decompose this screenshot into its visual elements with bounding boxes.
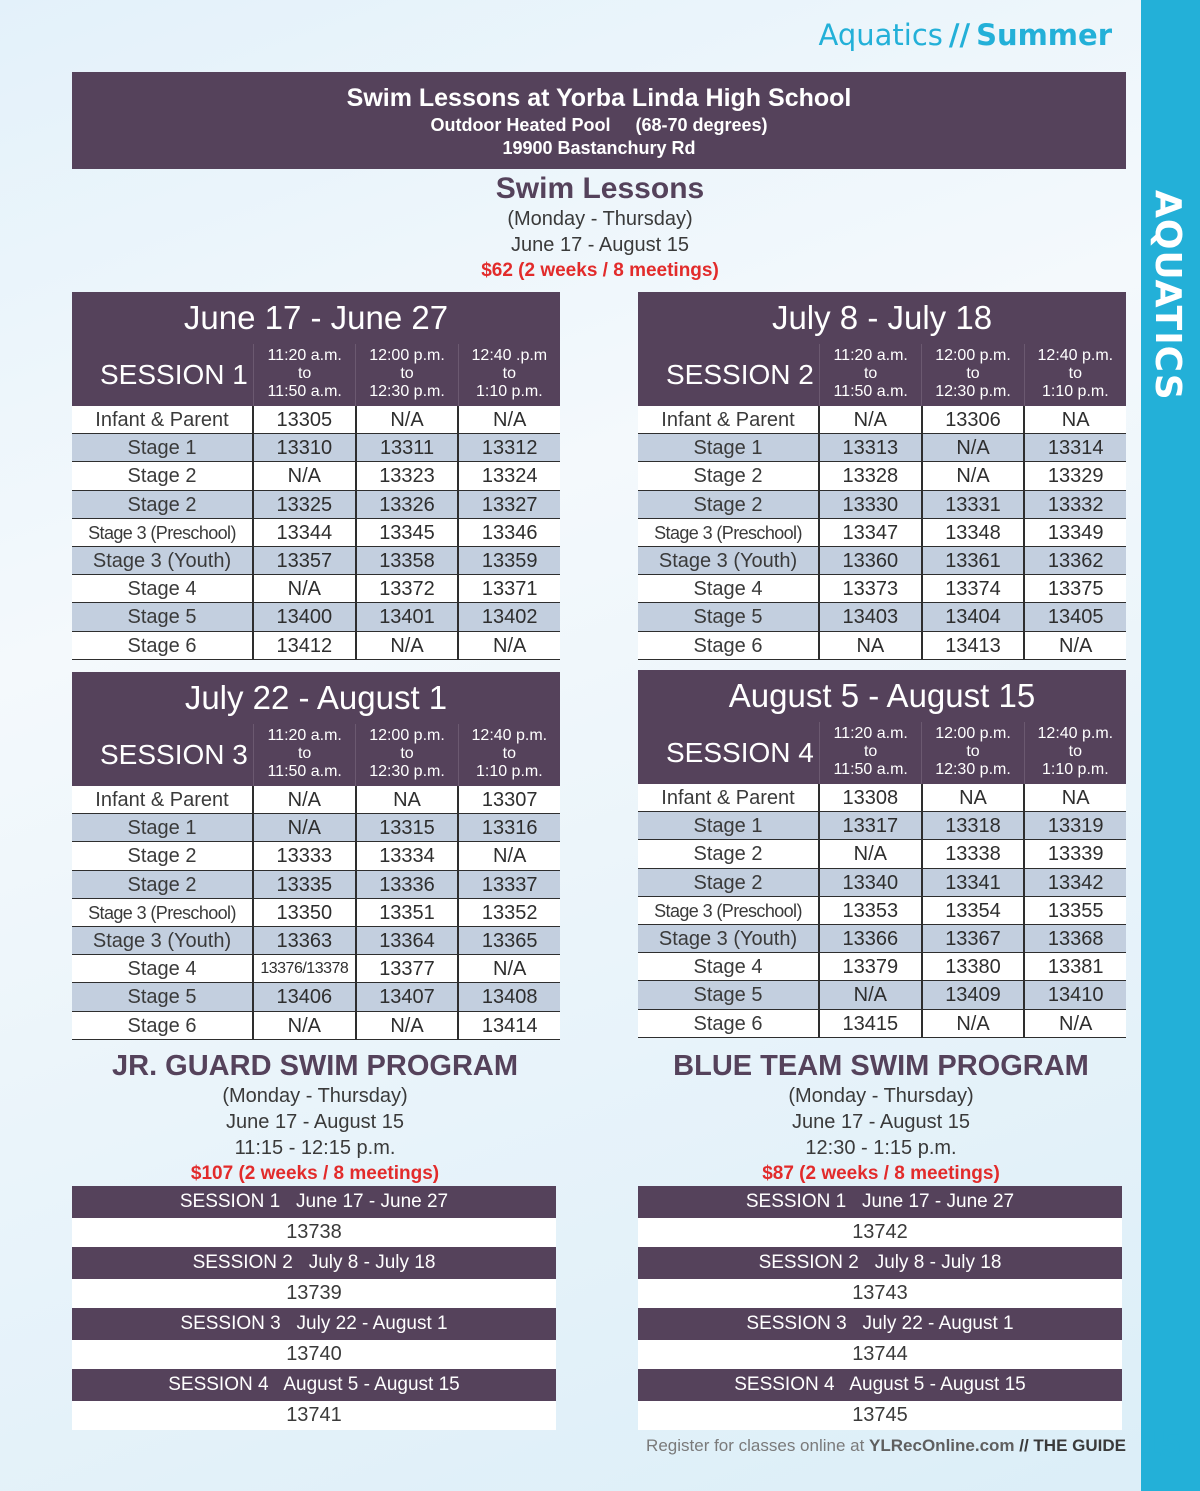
stage-label: Stage 3 (Youth): [72, 547, 254, 574]
course-code-cell: 13351: [357, 899, 460, 926]
time-slot-line: to: [297, 745, 312, 762]
course-code-cell: N/A: [820, 406, 923, 433]
footer-text: Register for classes online at: [646, 1436, 870, 1455]
course-code-cell: N/A: [1059, 1012, 1093, 1035]
time-slot-header: [1025, 722, 1126, 784]
time-slot-line: 12:40 p.m.: [1037, 347, 1114, 364]
time-slot-line: 12:30 p.m.: [369, 383, 445, 400]
swim-lessons-price: $62 (2 weeks / 8 meetings): [481, 260, 719, 281]
course-code-cell: 13365: [481, 929, 538, 952]
jr-guard-days: (Monday - Thursday): [222, 1085, 408, 1107]
course-code-cell: NA: [923, 784, 1026, 811]
course-code-cell: N/A: [923, 434, 1026, 461]
course-code-cell: 13308: [820, 784, 923, 811]
program-session-code: 13740: [72, 1340, 556, 1369]
course-code-cell: 13374: [923, 575, 1026, 602]
program-session-label: SESSION 3 July 22 - August 1: [638, 1308, 1122, 1340]
course-code-cell: N/A: [254, 575, 357, 602]
course-code-cell: 13312: [481, 437, 538, 460]
time-slot-line: 11:20 a.m.: [267, 347, 342, 364]
schedule-row: [72, 814, 560, 842]
course-code-cell: 13359: [481, 549, 538, 572]
schedule-row: [638, 1010, 1126, 1038]
schedule-row: [638, 869, 1126, 897]
schedule-row: [72, 899, 560, 927]
course-code-cell: 13371: [481, 578, 538, 601]
time-slot-line: 12:00 p.m.: [935, 347, 1011, 364]
course-code-cell: NA: [357, 786, 460, 813]
stage-label: Stage 4: [72, 575, 254, 602]
schedule-row: [72, 519, 560, 547]
course-code-cell: NA: [1061, 409, 1090, 431]
course-code-cell: 13346: [481, 521, 538, 544]
stage-label: Stage 2: [638, 869, 820, 896]
blue-team-heading: BLUE TEAM SWIM PROGRAM: [673, 1050, 1089, 1082]
blue-team-time: 12:30 - 1:15 p.m.: [805, 1137, 957, 1159]
course-code-cell: 13362: [1047, 549, 1104, 572]
course-code-cell: N/A: [254, 786, 357, 813]
session-name: SESSION 1: [72, 344, 254, 406]
course-code-cell: 13350: [254, 899, 357, 926]
stage-label: Stage 6: [72, 632, 254, 659]
course-code-cell: 13326: [357, 491, 460, 518]
schedule-row: [638, 547, 1126, 575]
footer: [646, 1436, 1126, 1456]
course-code-cell: 13316: [481, 817, 538, 840]
schedule-row: [638, 897, 1126, 925]
session-3-schedule: [72, 672, 560, 1040]
course-code-cell: 13412: [254, 632, 357, 659]
schedule-row: [72, 603, 560, 631]
course-code-cell: 13315: [357, 814, 460, 841]
section-name: Aquatics: [818, 18, 943, 52]
course-code-cell: 13331: [923, 491, 1026, 518]
course-code-cell: 13310: [254, 434, 357, 461]
stage-label: Stage 5: [72, 603, 254, 630]
program-session-label: SESSION 2 July 8 - July 18: [638, 1247, 1122, 1279]
course-code-cell: 13403: [820, 603, 923, 630]
time-slot-header: [254, 724, 356, 786]
stage-label: Stage 3 (Preschool): [72, 519, 254, 546]
jr-guard-session-list: [72, 1186, 556, 1430]
program-session-code: 13739: [72, 1279, 556, 1308]
program-session-label: SESSION 4 August 5 - August 15: [638, 1369, 1122, 1401]
stage-label: Stage 3 (Youth): [638, 925, 820, 952]
time-slot-header: [820, 722, 922, 784]
stage-label: Stage 3 (Youth): [72, 927, 254, 954]
session-header-row: [72, 344, 560, 406]
time-slot-line: to: [966, 365, 980, 382]
schedule-row: [638, 575, 1126, 603]
schedule-row: [72, 983, 560, 1011]
time-slot-line: to: [502, 365, 516, 382]
time-slot-line: 12:30 p.m.: [935, 761, 1011, 778]
stage-label: Stage 2: [638, 491, 820, 518]
course-code-cell: 13373: [820, 575, 923, 602]
blue-team-dates: June 17 - August 15: [792, 1111, 970, 1133]
session-dates-title: July 8 - July 18: [638, 292, 1126, 344]
time-slot-header: [922, 344, 1024, 406]
session-name: SESSION 3: [72, 724, 254, 786]
course-code-cell: N/A: [357, 632, 460, 659]
stage-label: Stage 2: [72, 842, 254, 869]
course-code-cell: 13372: [357, 575, 460, 602]
time-slot-line: to: [966, 743, 980, 760]
schedule-row: [638, 925, 1126, 953]
stage-label: Stage 2: [638, 462, 820, 489]
stage-label: Infant & Parent: [72, 406, 254, 433]
course-code-cell: N/A: [493, 958, 527, 981]
stage-label: Stage 3 (Preschool): [638, 897, 820, 924]
time-slot-line: 1:10 p.m.: [1041, 383, 1109, 400]
schedule-row: [638, 812, 1126, 840]
course-code-cell: 13332: [1047, 493, 1104, 516]
time-slot-line: to: [400, 365, 414, 382]
stage-label: Stage 3 (Preschool): [638, 519, 820, 546]
course-code-cell: 13354: [923, 897, 1026, 924]
course-code-cell: 13336: [357, 871, 460, 898]
stage-label: Stage 4: [638, 953, 820, 980]
time-slot-line: to: [1068, 743, 1082, 760]
time-slot-line: to: [1068, 365, 1082, 382]
time-slot-line: 11:20 a.m.: [267, 727, 342, 744]
course-code-cell: 13328: [820, 462, 923, 489]
schedule-row: [638, 632, 1126, 660]
season-name: Summer: [976, 18, 1112, 52]
schedule-row: [72, 1012, 560, 1040]
time-slot-line: to: [297, 365, 312, 382]
time-slot-line: to: [863, 365, 878, 382]
course-code-cell: 13313: [820, 434, 923, 461]
session-header-row: [638, 344, 1126, 406]
course-code-cell: N/A: [254, 814, 357, 841]
program-session-code: 13738: [72, 1218, 556, 1247]
time-slot-line: 12:40 p.m.: [1037, 725, 1114, 742]
course-code-cell: 13357: [254, 547, 357, 574]
course-code-cell: 13406: [254, 983, 357, 1010]
course-code-cell: 13306: [923, 406, 1026, 433]
course-code-cell: 13324: [481, 465, 538, 488]
time-slot-line: 12:40 .p.m: [471, 347, 548, 364]
time-slot-line: 1:10 p.m.: [475, 763, 543, 780]
time-slot-line: to: [863, 743, 878, 760]
time-slot-header: [1025, 344, 1126, 406]
stage-label: Stage 6: [638, 632, 820, 659]
stage-label: Stage 1: [638, 434, 820, 461]
course-code-cell: 13363: [254, 927, 357, 954]
banner-address: 19900 Bastanchury Rd: [502, 138, 696, 158]
stage-label: Stage 2: [72, 462, 254, 489]
course-code-cell: 13318: [923, 812, 1026, 839]
swim-lessons-intro: [400, 172, 800, 284]
time-slot-line: 12:00 p.m.: [369, 727, 445, 744]
jr-guard-intro: [72, 1050, 558, 1187]
jr-guard-dates: June 17 - August 15: [226, 1111, 404, 1133]
section-separator: //: [948, 18, 971, 52]
session-dates-title: July 22 - August 1: [72, 672, 560, 724]
course-code-cell: 13361: [923, 547, 1026, 574]
session-dates-title: August 5 - August 15: [638, 670, 1126, 722]
course-code-cell: 13355: [1047, 899, 1104, 922]
schedule-row: [638, 519, 1126, 547]
schedule-row: [638, 953, 1126, 981]
course-code-cell: 13341: [923, 869, 1026, 896]
session-4-schedule: [638, 670, 1126, 1038]
course-code-cell: 13317: [820, 812, 923, 839]
course-code-cell: N/A: [254, 1012, 357, 1039]
course-code-cell: N/A: [1059, 634, 1093, 657]
course-code-cell: 13340: [820, 869, 923, 896]
location-banner: [72, 72, 1126, 169]
time-slot-line: 11:20 a.m.: [833, 725, 908, 742]
time-slot-line: 12:00 p.m.: [369, 347, 445, 364]
time-slot-header: [459, 724, 560, 786]
schedule-row: [72, 406, 560, 434]
session-1-schedule: [72, 292, 560, 660]
course-code-cell: 13376/13378: [254, 955, 357, 982]
course-code-cell: N/A: [820, 981, 923, 1008]
section-tag: [819, 18, 1113, 52]
jr-guard-price: $107 (2 weeks / 8 meetings): [190, 1163, 440, 1184]
course-code-cell: 13410: [1047, 984, 1104, 1007]
stage-label: Stage 3 (Preschool): [72, 899, 254, 926]
course-code-cell: N/A: [820, 840, 923, 867]
schedule-row: [638, 981, 1126, 1009]
stage-label: Infant & Parent: [638, 784, 820, 811]
time-slot-header: [254, 344, 356, 406]
course-code-cell: 13352: [481, 901, 538, 924]
course-code-cell: 13333: [254, 842, 357, 869]
course-code-cell: 13339: [1047, 843, 1104, 866]
stage-label: Stage 3 (Youth): [638, 547, 820, 574]
time-slot-line: 1:10 p.m.: [1041, 761, 1109, 778]
stage-label: Stage 1: [638, 812, 820, 839]
course-code-cell: 13319: [1047, 815, 1104, 838]
course-code-cell: 13305: [254, 406, 357, 433]
schedule-row: [72, 955, 560, 983]
blue-team-days: (Monday - Thursday): [788, 1085, 974, 1107]
course-code-cell: 13360: [820, 547, 923, 574]
program-session-label: SESSION 4 August 5 - August 15: [72, 1369, 556, 1401]
course-code-cell: 13347: [820, 519, 923, 546]
course-code-cell: N/A: [254, 462, 357, 489]
schedule-row: [638, 434, 1126, 462]
course-code-cell: N/A: [493, 409, 527, 431]
session-2-schedule: [638, 292, 1126, 660]
time-slot-header: [922, 722, 1024, 784]
time-slot-line: to: [502, 745, 516, 762]
time-slot-header: [820, 344, 922, 406]
course-code-cell: 13311: [357, 434, 460, 461]
stage-label: Stage 1: [72, 814, 254, 841]
course-code-cell: 13381: [1047, 956, 1104, 979]
session-header-row: [72, 724, 560, 786]
blue-team-session-list: [638, 1186, 1122, 1430]
course-code-cell: 13358: [357, 547, 460, 574]
schedule-row: [72, 842, 560, 870]
session-dates-title: June 17 - June 27: [72, 292, 560, 344]
course-code-cell: 13408: [481, 986, 538, 1009]
course-code-cell: 13405: [1047, 606, 1104, 629]
time-slot-line: 11:50 a.m.: [267, 763, 342, 780]
course-code-cell: 13349: [1047, 521, 1104, 544]
course-code-cell: 13323: [357, 462, 460, 489]
course-code-cell: 13402: [481, 606, 538, 629]
sidebar-label: AQUATICS: [1147, 190, 1188, 401]
stage-label: Infant & Parent: [72, 786, 254, 813]
schedule-row: [638, 840, 1126, 868]
program-session-code: 13742: [638, 1218, 1122, 1247]
program-session-label: SESSION 1 June 17 - June 27: [638, 1186, 1122, 1218]
time-slot-line: to: [400, 745, 414, 762]
course-code-cell: 13366: [820, 925, 923, 952]
jr-guard-heading: JR. GUARD SWIM PROGRAM: [112, 1050, 518, 1082]
stage-label: Stage 6: [638, 1010, 820, 1037]
stage-label: Stage 4: [72, 955, 254, 982]
stage-label: Stage 1: [72, 434, 254, 461]
stage-label: Infant & Parent: [638, 406, 820, 433]
course-code-cell: 13404: [923, 603, 1026, 630]
course-code-cell: 13367: [923, 925, 1026, 952]
schedule-row: [638, 784, 1126, 812]
schedule-row: [638, 491, 1126, 519]
stage-label: Stage 2: [638, 840, 820, 867]
stage-label: Stage 2: [72, 871, 254, 898]
swim-lessons-heading: Swim Lessons: [495, 172, 705, 205]
course-code-cell: 13407: [357, 983, 460, 1010]
time-slot-line: 11:20 a.m.: [833, 347, 908, 364]
session-header-row: [638, 722, 1126, 784]
schedule-row: [72, 632, 560, 660]
course-code-cell: N/A: [493, 634, 527, 657]
course-code-cell: N/A: [357, 1012, 460, 1039]
course-code-cell: N/A: [923, 1010, 1026, 1037]
time-slot-line: 12:30 p.m.: [369, 763, 445, 780]
course-code-cell: 13307: [481, 789, 538, 811]
course-code-cell: 13325: [254, 491, 357, 518]
course-code-cell: N/A: [923, 462, 1026, 489]
time-slot-header: [356, 724, 458, 786]
stage-label: Stage 4: [638, 575, 820, 602]
course-code-cell: 13409: [923, 981, 1026, 1008]
time-slot-line: 1:10 p.m.: [475, 383, 543, 400]
course-code-cell: 13368: [1047, 927, 1104, 950]
program-session-label: SESSION 3 July 22 - August 1: [72, 1308, 556, 1340]
schedule-row: [72, 434, 560, 462]
course-code-cell: 13377: [357, 955, 460, 982]
jr-guard-time: 11:15 - 12:15 p.m.: [234, 1137, 396, 1159]
course-code-cell: 13380: [923, 953, 1026, 980]
swim-lessons-dates: June 17 - August 15: [511, 234, 689, 256]
time-slot-header: [459, 344, 560, 406]
schedule-row: [638, 603, 1126, 631]
course-code-cell: 13344: [254, 519, 357, 546]
program-session-code: 13741: [72, 1401, 556, 1430]
schedule-row: [72, 491, 560, 519]
program-session-label: SESSION 2 July 8 - July 18: [72, 1247, 556, 1279]
program-session-code: 13744: [638, 1340, 1122, 1369]
schedule-row: [72, 927, 560, 955]
course-code-cell: 13330: [820, 491, 923, 518]
stage-label: Stage 2: [72, 491, 254, 518]
footer-guide: // THE GUIDE: [1014, 1436, 1126, 1455]
course-code-cell: 13400: [254, 603, 357, 630]
page-number: 15: [1141, 1423, 1182, 1464]
course-code-cell: 13345: [357, 519, 460, 546]
banner-subtitle: Outdoor Heated Pool (68-70 degrees): [430, 115, 768, 135]
schedule-row: [638, 462, 1126, 490]
course-code-cell: 13338: [923, 840, 1026, 867]
stage-label: Stage 5: [638, 981, 820, 1008]
program-session-code: 13743: [638, 1279, 1122, 1308]
session-name: SESSION 2: [638, 344, 820, 406]
time-slot-line: 11:50 a.m.: [267, 383, 342, 400]
course-code-cell: 13364: [357, 927, 460, 954]
time-slot-line: 11:50 a.m.: [833, 383, 908, 400]
course-code-cell: 13329: [1047, 465, 1104, 488]
course-code-cell: 13342: [1047, 871, 1104, 894]
swim-lessons-days: (Monday - Thursday): [507, 208, 693, 230]
time-slot-line: 12:00 p.m.: [935, 725, 1011, 742]
time-slot-line: 12:40 p.m.: [471, 727, 548, 744]
blue-team-price: $87 (2 weeks / 8 meetings): [762, 1163, 1000, 1184]
blue-team-intro: [638, 1050, 1124, 1187]
course-code-cell: 13379: [820, 953, 923, 980]
schedule-row: [72, 575, 560, 603]
course-code-cell: 13327: [481, 493, 538, 516]
time-slot-line: 12:30 p.m.: [935, 383, 1011, 400]
course-code-cell: 13353: [820, 897, 923, 924]
course-code-cell: 13414: [481, 1014, 538, 1037]
stage-label: Stage 6: [72, 1012, 254, 1039]
schedule-row: [72, 547, 560, 575]
course-code-cell: 13415: [820, 1010, 923, 1037]
program-session-code: 13745: [638, 1401, 1122, 1430]
course-code-cell: 13335: [254, 871, 357, 898]
course-code-cell: NA: [820, 632, 923, 659]
course-code-cell: 13334: [357, 842, 460, 869]
footer-url-link[interactable]: YLRecOnline.com: [869, 1436, 1015, 1455]
course-code-cell: 13375: [1047, 578, 1104, 601]
session-name: SESSION 4: [638, 722, 820, 784]
course-code-cell: 13348: [923, 519, 1026, 546]
schedule-row: [72, 786, 560, 814]
course-code-cell: N/A: [493, 845, 527, 868]
course-code-cell: 13401: [357, 603, 460, 630]
schedule-row: [638, 406, 1126, 434]
course-code-cell: NA: [1061, 787, 1090, 809]
time-slot-line: 11:50 a.m.: [833, 761, 908, 778]
course-code-cell: 13314: [1047, 437, 1104, 460]
schedule-row: [72, 462, 560, 490]
course-code-cell: N/A: [357, 406, 460, 433]
course-code-cell: 13413: [923, 632, 1026, 659]
course-code-cell: 13337: [481, 873, 538, 896]
time-slot-header: [356, 344, 458, 406]
stage-label: Stage 5: [72, 983, 254, 1010]
program-session-label: SESSION 1 June 17 - June 27: [72, 1186, 556, 1218]
schedule-row: [72, 871, 560, 899]
banner-title: Swim Lessons at Yorba Linda High School: [346, 84, 852, 112]
stage-label: Stage 5: [638, 603, 820, 630]
